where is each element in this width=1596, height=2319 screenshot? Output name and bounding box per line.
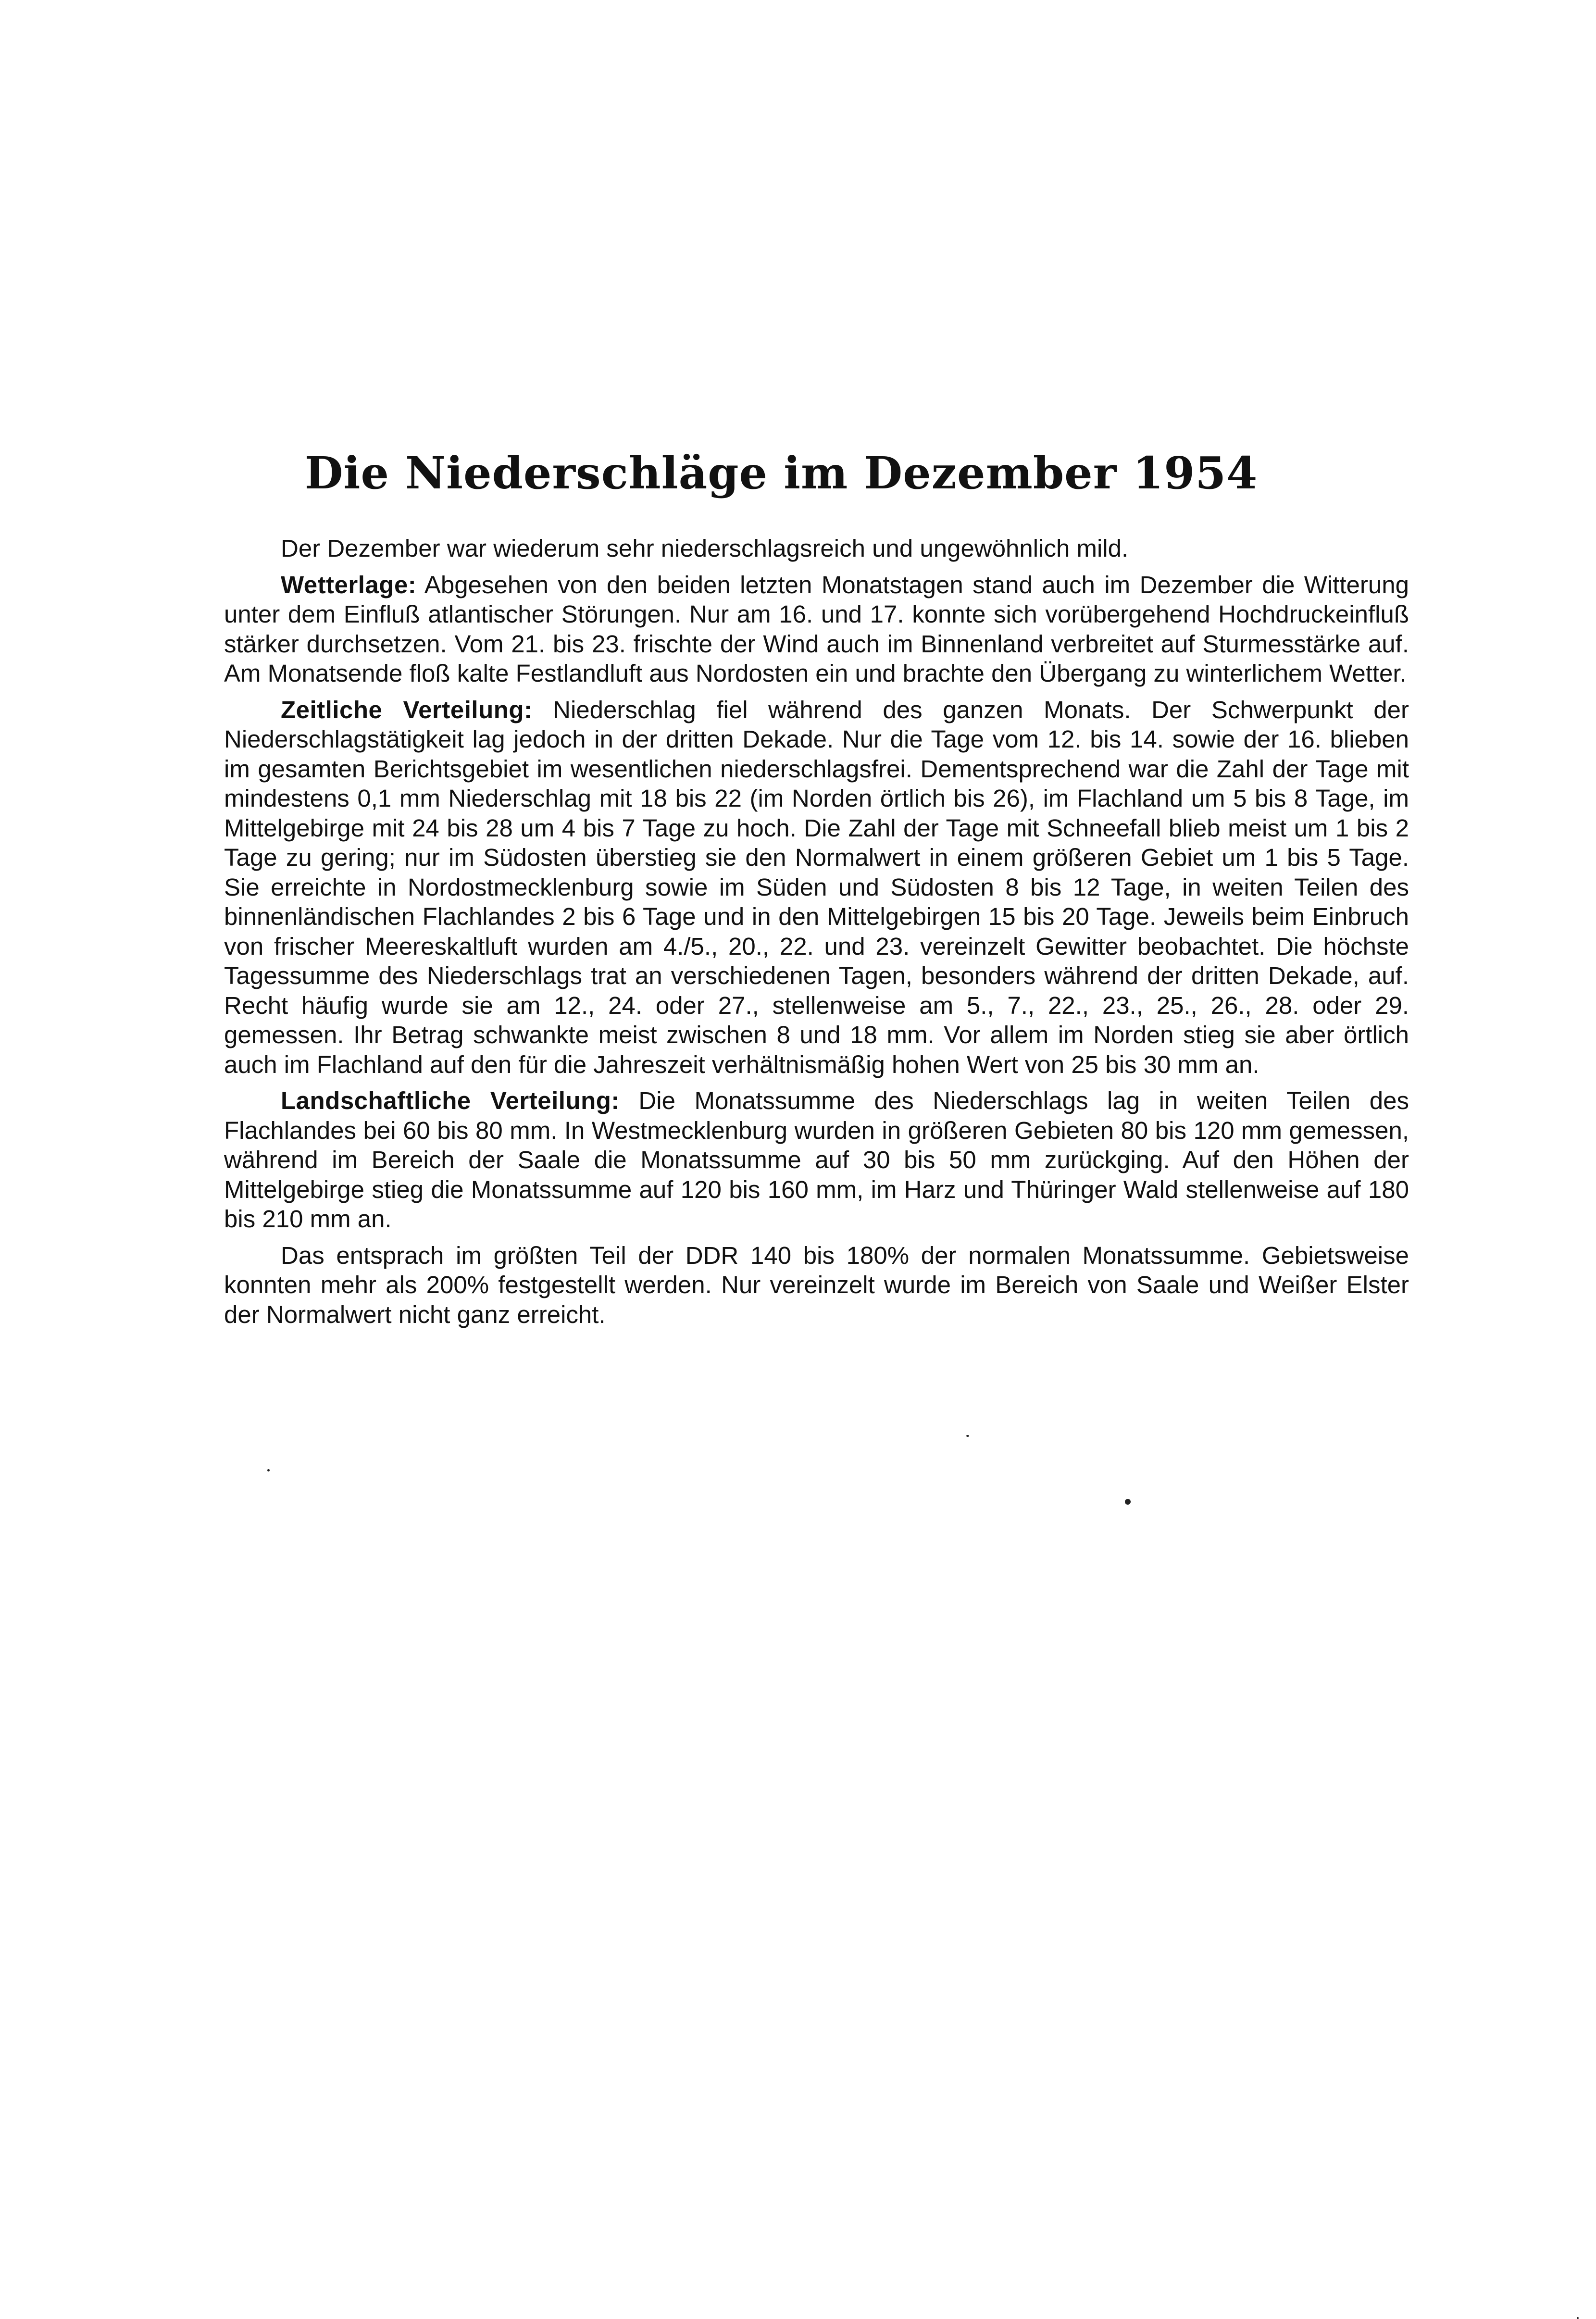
paragraph-text: Das entsprach im größten Teil der DDR 140 bis 180% der normalen Monatssumme. Gebietsweise konnten mehr als 200% festgestellt werden. Nur vereinzelt wurde im Bereich von Saale und Weißer Elster der Normalwert nicht ganz erreicht. (224, 1241, 1409, 1328)
paragraph-text: Der Dezember war wiederum sehr niederschlagsreich und ungewöhnlich mild. (281, 535, 1129, 562)
paragraph-lead: Wetterlage: (281, 571, 417, 598)
paragraph-landschaftliche-verteilung (224, 1086, 1409, 1234)
paragraph-wetterlage (224, 570, 1409, 688)
paragraph-zeitliche-verteilung (224, 695, 1409, 1080)
paragraph-text: Abgesehen von den beiden letzten Monatstagen stand auch im Dezember die Witterung unter dem Einfluß atlantischer Störungen. Nur am 16. und 17. konnte sich vorübergehend Hochdruckeinfluß stärker durchsetzen. Vom 21. bis 23. frischte der Wind auch im Binnenland verbreitet auf Sturmesstärke auf. Am Monatsende floß kalte Festlandluft aus Nordosten ein und brachte den Übergang zu winterlichem Wetter. (224, 571, 1409, 687)
paragraph-text: Niederschlag fiel während des ganzen Monats. Der Schwerpunkt der Niederschlagstätigkeit lag jedoch in der dritten Dekade. Nur die Tage vom 12. bis 14. sowie der 16. blieben im gesamten Berichtsgebiet im wesentlichen niederschlagsfrei. Dementsprechend war die Zahl der Tage mit mindestens 0,1 mm Niederschlag mit 18 bis 22 (im Norden örtlich bis 26), im Flachland um 5 bis 8 Tage, im Mittelgebirge mit 24 bis 28 um 4 bis 7 Tage zu hoch. Die Zahl der Tage mit Schneefall blieb meist um 1 bis 2 Tage zu gering; nur im Südosten überstieg sie den Normalwert in einem größeren Gebiet um 1 bis 5 Tage. Sie erreichte in Nordostmecklenburg sowie im Süden und Südosten 8 bis 12 Tage, in weiten Teilen des binnenländischen Flachlandes 2 bis 6 Tage und in den Mittelgebirgen 15 bis 20 Tage. Jeweils beim Einbruch von frischer Meereskaltluft wurden am 4./5., 20., 22. und 23. vereinzelt Gewitter beobachtet. Die höchste Tagessumme des Niederschlags trat an verschiedenen Tagen, besonders während der dritten Dekade, auf. Recht häufig wurde sie am 12., 24. oder 27., stellenweise am 5., 7., 22., 23., 25., 26., 28. oder 29. gemessen. Ihr Betrag schwankte meist zwischen 8 und 18 mm. Vor allem im Norden stieg sie aber örtlich auch im Flachland auf den für die Jahreszeit verhältnismäßig hohen Wert von 25 bis 30 mm an. (224, 696, 1409, 1078)
scan-speck (1125, 1499, 1131, 1505)
scan-speck (966, 1435, 969, 1437)
document-title (0, 447, 1596, 499)
paragraph-text: Die Monatssumme des Niederschlags lag in weiten Teilen des Flachlandes bei 60 bis 80 mm. In Westmecklenburg wurden in größeren Gebieten 80 bis 120 mm gemessen, während im Bereich der Saale die Monatssumme auf 30 bis 50 mm zurückging. Auf den Höhen der Mittelgebirge stieg die Monatssumme auf 120 bis 160 mm, im Harz und Thüringer Wald stellenweise auf 180 bis 210 mm an. (224, 1087, 1409, 1233)
document-body (224, 534, 1409, 1329)
paragraph-intro (224, 534, 1409, 563)
paragraph-summary (224, 1241, 1409, 1330)
document-title-text: Die Niederschläge im Dezember 1954 (304, 447, 1258, 499)
scan-speck (1577, 2317, 1579, 2319)
paragraph-lead: Landschaftliche Verteilung: (281, 1087, 620, 1114)
scan-speck (267, 1469, 270, 1471)
paragraph-lead: Zeitliche Verteilung: (281, 696, 533, 723)
